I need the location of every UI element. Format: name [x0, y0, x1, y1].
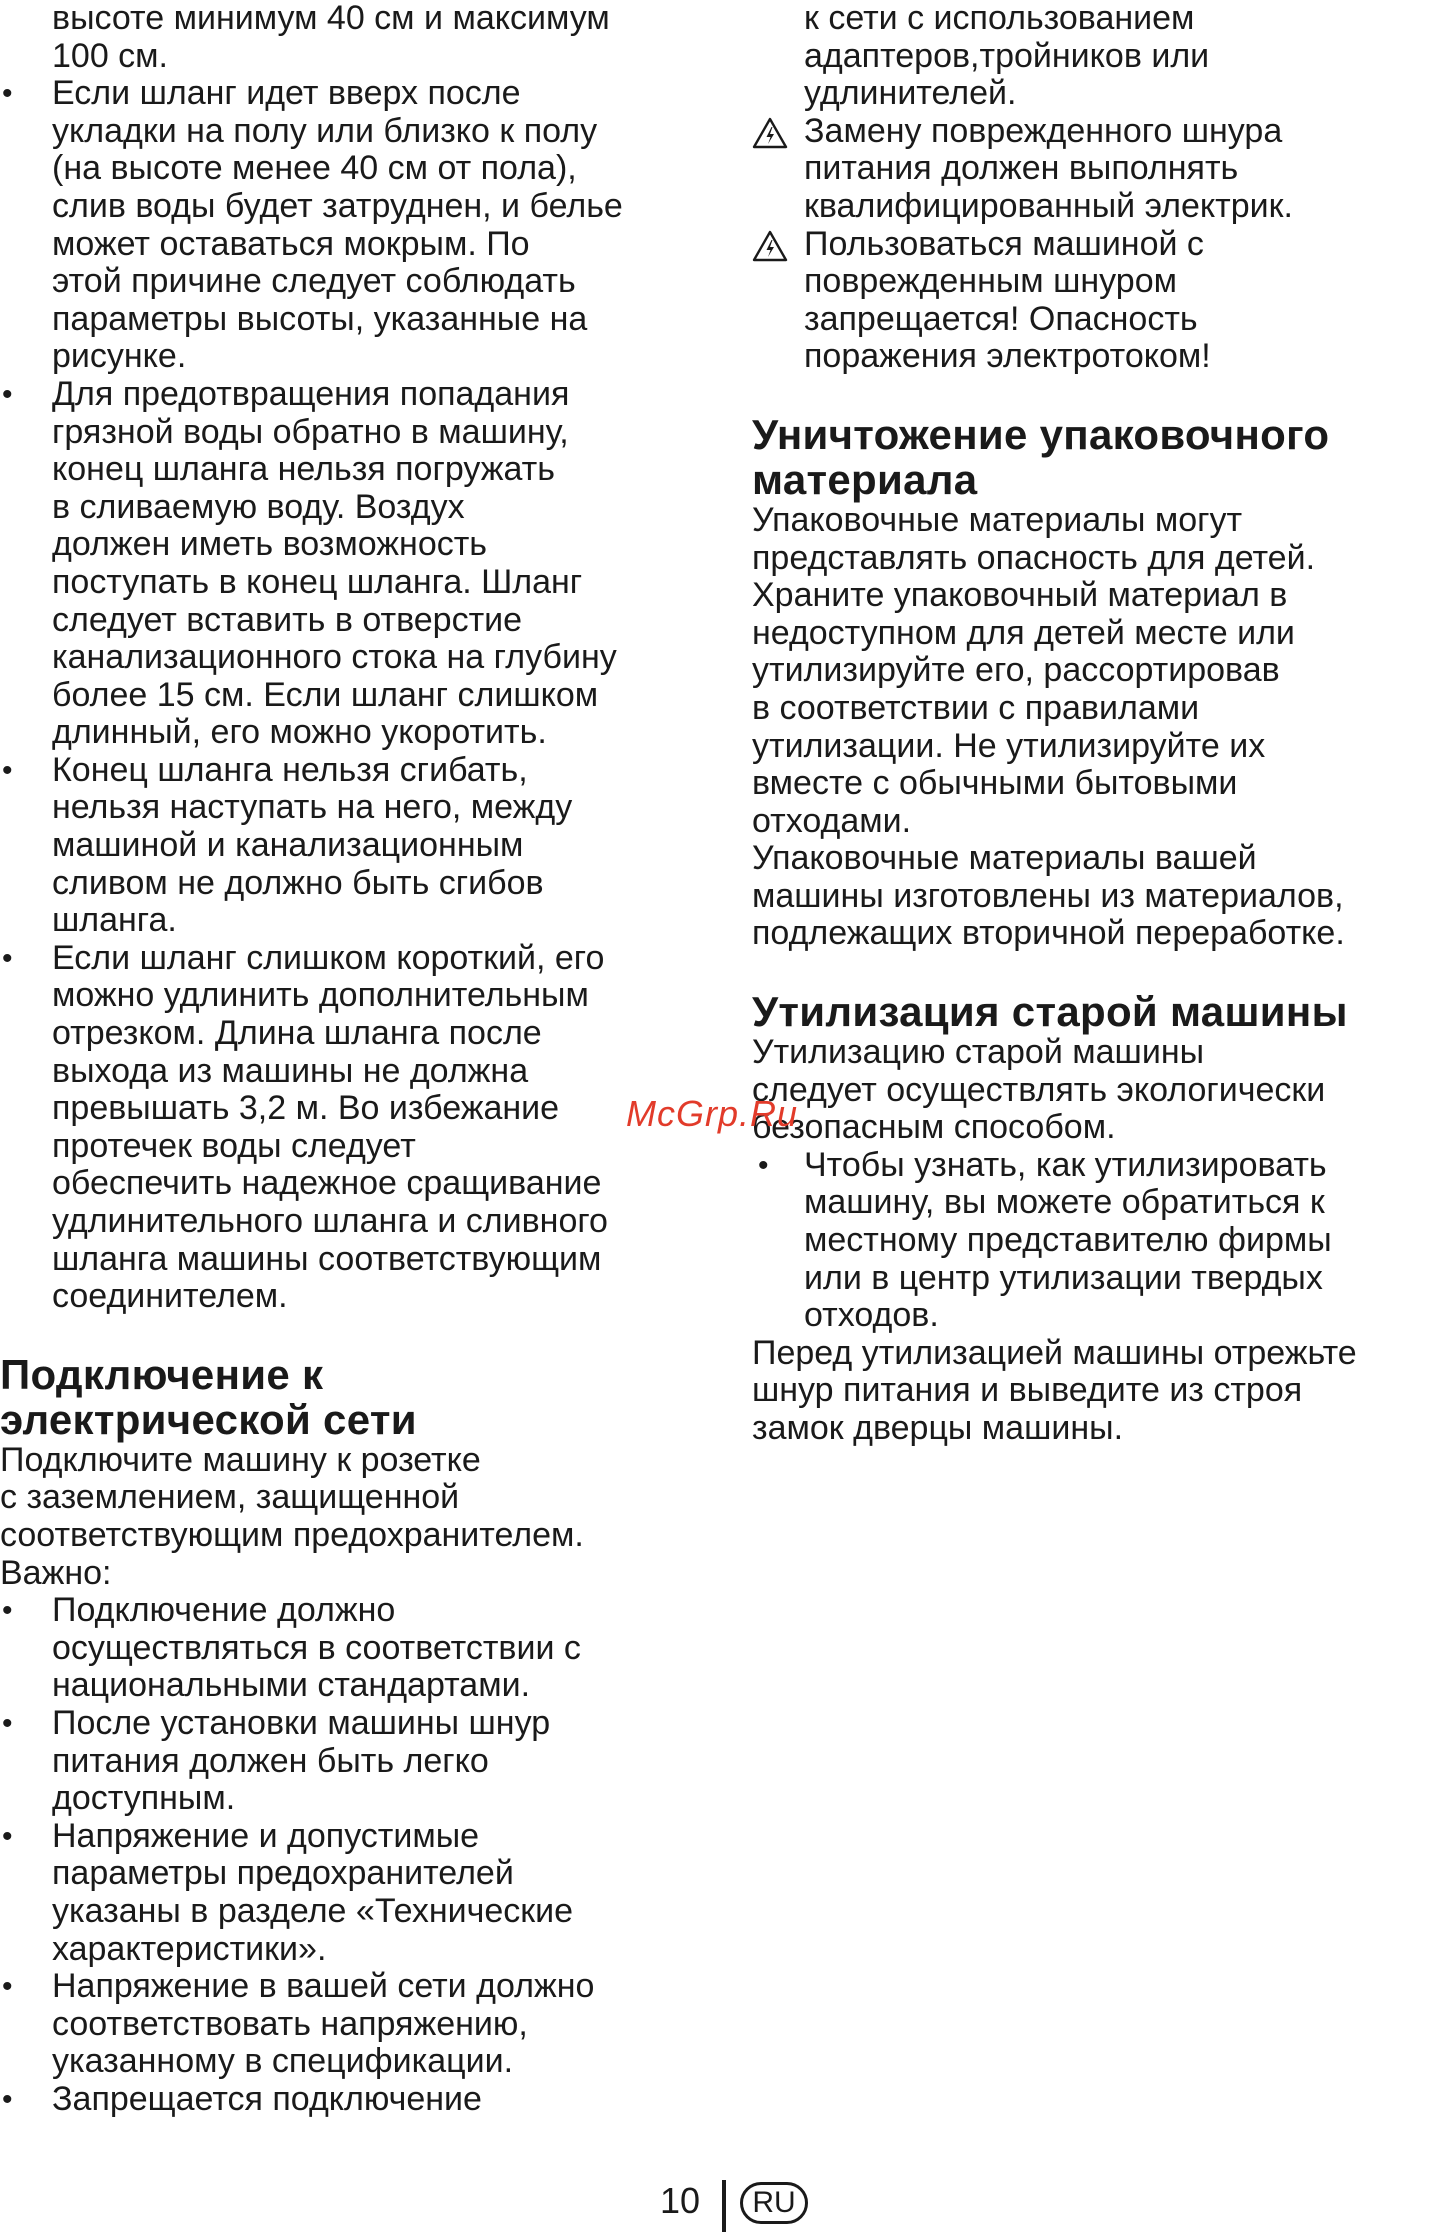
- text-line: квалифицированный электрик.: [804, 186, 1293, 225]
- text-line: утилизации. Не утилизируйте их: [752, 726, 1266, 765]
- text-line: длинный, его можно укоротить.: [52, 713, 547, 752]
- text-line: укладки на полу или близко к полу: [52, 111, 598, 150]
- text-line: адаптеров,тройников или: [804, 36, 1210, 75]
- text-line: протечек воды следует: [52, 1126, 416, 1165]
- text-line: Напряжение и допустимые: [52, 1816, 480, 1855]
- list-item: [0, 752, 700, 940]
- text-line: отходами.: [752, 801, 912, 840]
- right-column: [752, 0, 1440, 1448]
- warning-item: [752, 226, 1440, 376]
- text-line: указаны в разделе «Технические: [52, 1891, 574, 1930]
- text-line: Конец шланга нельзя сгибать,: [52, 750, 528, 789]
- heading-line: материала: [752, 455, 978, 503]
- text-line: осуществляться в соответствии с: [52, 1628, 581, 1667]
- text-line: вместе с обычными бытовыми: [752, 764, 1238, 803]
- warning-item: [752, 113, 1440, 226]
- bullet-icon: •: [2, 77, 13, 111]
- list-item: [752, 1147, 1440, 1335]
- bullet-icon: •: [758, 1148, 769, 1182]
- text-line: запрещается! Опасность: [804, 299, 1198, 338]
- text-line: Перед утилизацией машины отрежьте: [752, 1333, 1357, 1372]
- text-line: (на высоте менее 40 см от пола),: [52, 149, 577, 188]
- list-item: [0, 1818, 700, 1968]
- text-line: соответствующим предохранителем.: [0, 1515, 584, 1554]
- text-line: шнур питания и выведите из строя: [752, 1371, 1303, 1410]
- section-heading-disposal: [752, 989, 1440, 1034]
- text-line: может оставаться мокрым. По: [52, 224, 530, 263]
- text-line: поврежденным шнуром: [804, 262, 1177, 301]
- disposal-outro: [752, 1335, 1440, 1448]
- text-line: Пользоваться машиной с: [804, 224, 1204, 263]
- bullet-icon: •: [2, 1819, 13, 1853]
- heading-line: электрической сети: [0, 1395, 417, 1443]
- packaging-text: [752, 502, 1440, 953]
- bullet-icon: •: [2, 941, 13, 975]
- text-line: слив воды будет затруднен, и белье: [52, 186, 623, 225]
- left-column: [0, 0, 700, 2118]
- text-line: После установки машины шнур: [52, 1703, 551, 1742]
- text-line: местному представителю фирмы: [804, 1221, 1332, 1260]
- section-heading-packaging: [752, 412, 1440, 502]
- text-line: сливом не должно быть сгибов: [52, 863, 544, 902]
- text-line: шланга машины соответствующим: [52, 1239, 602, 1278]
- text-line: недоступном для детей месте или: [752, 613, 1295, 652]
- text-line: машину, вы можете обратиться к: [804, 1183, 1325, 1222]
- text-line: рисунке.: [52, 337, 187, 376]
- text-line: отходов.: [804, 1296, 939, 1335]
- text-line: удлинительного шланга и сливного: [52, 1202, 608, 1240]
- bullet-icon: •: [2, 1594, 13, 1628]
- text-line: грязной воды обратно в машину,: [52, 412, 569, 451]
- bullet-icon: •: [2, 377, 13, 411]
- list-item: [0, 940, 700, 1316]
- text-line: Храните упаковочный материал в: [752, 576, 1288, 615]
- heading-line: Уничтожение упаковочного: [752, 410, 1330, 458]
- list-item: [0, 75, 700, 376]
- text-line: Запрещается подключение: [52, 2079, 482, 2118]
- text-line: более 15 см. Если шланг слишком: [52, 675, 599, 714]
- text-line: обеспечить надежное сращивание: [52, 1164, 602, 1203]
- list-item: [0, 1968, 700, 2081]
- bullet-icon: •: [2, 1970, 13, 2004]
- list-item: [0, 1705, 700, 1818]
- disposal-intro: [752, 1034, 1440, 1147]
- text-line: Важно:: [0, 1553, 112, 1592]
- page-footer: [0, 2180, 1440, 2230]
- section-heading-electric: [0, 1352, 700, 1442]
- electric-intro: [0, 1442, 700, 1592]
- continued-text: [752, 0, 1440, 113]
- warning-triangle-icon: [752, 230, 788, 262]
- bullet-icon: •: [2, 1706, 13, 1740]
- text-line: шланга.: [52, 901, 177, 940]
- text-line: удлинителей.: [804, 74, 1017, 113]
- footer-divider: [722, 2180, 726, 2232]
- text-line: указанному в спецификации.: [52, 2042, 514, 2081]
- bullet-icon: •: [2, 753, 13, 787]
- text-line: с заземлением, защищенной: [0, 1478, 460, 1517]
- text-line: поступать в конец шланга. Шланг: [52, 562, 583, 601]
- text-line: представлять опасность для детей.: [752, 538, 1316, 577]
- watermark-text: McGrp.Ru: [626, 1093, 799, 1134]
- text-line: безопасным способом.: [752, 1108, 1116, 1147]
- text-line: в соответствии с правилами: [752, 688, 1200, 727]
- text-line: Замену поврежденного шнура: [804, 111, 1283, 150]
- text-line: Если шланг слишком короткий, его: [52, 938, 605, 977]
- warning-triangle-icon: [752, 117, 788, 149]
- text-line: Если шланг идет вверх после: [52, 74, 521, 113]
- text-line: отрезком. Длина шланга после: [52, 1014, 542, 1053]
- text-line: характеристики».: [52, 1929, 327, 1968]
- text-line: доступным.: [52, 1779, 236, 1818]
- heading-line: Утилизация старой машины: [752, 988, 1348, 1036]
- text-line: замок дверцы машины.: [752, 1409, 1124, 1447]
- text-line: можно удлинить дополнительным: [52, 976, 589, 1015]
- text-line: этой причине следует соблюдать: [52, 262, 576, 301]
- text-line: подлежащих вторичной переработке.: [752, 914, 1345, 953]
- text-line: канализационного стока на глубину: [52, 638, 617, 677]
- text-line: Упаковочные материалы могут: [752, 500, 1243, 539]
- text-line: Подключение должно: [52, 1591, 396, 1630]
- text-line: питания должен быть легко: [52, 1741, 489, 1780]
- text-line: нельзя наступать на него, между: [52, 788, 573, 827]
- text-line: высоте минимум 40 см и максимум: [52, 0, 610, 37]
- text-line: Чтобы узнать, как утилизировать: [804, 1145, 1327, 1184]
- text-line: утилизируйте его, рассортировав: [752, 651, 1280, 690]
- intro-continuation: [0, 0, 700, 75]
- text-line: национальными стандартами.: [52, 1666, 531, 1705]
- text-line: в сливаемую воду. Воздух: [52, 487, 465, 526]
- text-line: к сети с использованием: [804, 0, 1195, 37]
- text-line: машиной и канализационным: [52, 826, 524, 865]
- text-line: следует осуществлять экологически: [752, 1070, 1326, 1109]
- text-line: Утилизацию старой машины: [752, 1033, 1205, 1072]
- text-line: соединителем.: [52, 1277, 288, 1316]
- text-line: параметры высоты, указанные на: [52, 299, 588, 338]
- language-badge: RU: [740, 2182, 808, 2224]
- text-line: поражения электротоком!: [804, 337, 1211, 376]
- list-item: [0, 2081, 700, 2119]
- text-line: должен иметь возможность: [52, 525, 488, 564]
- text-line: Напряжение в вашей сети должно: [52, 1967, 595, 2006]
- text-line: конец шланга нельзя погружать: [52, 450, 555, 489]
- page-number: 10: [660, 2180, 701, 2221]
- list-item: [0, 376, 700, 752]
- text-line: питания должен выполнять: [804, 149, 1239, 188]
- bullet-icon: •: [2, 2082, 13, 2116]
- heading-line: Подключение к: [0, 1350, 324, 1398]
- text-line: превышать 3,2 м. Во избежание: [52, 1089, 560, 1128]
- text-line: соответствовать напряжению,: [52, 2004, 528, 2043]
- list-item: [0, 1592, 700, 1705]
- text-line: Для предотвращения попадания: [52, 374, 570, 413]
- text-line: машины изготовлены из материалов,: [752, 876, 1344, 915]
- text-line: или в центр утилизации твердых: [804, 1258, 1323, 1297]
- text-line: выхода из машины не должна: [52, 1051, 529, 1090]
- text-line: 100 см.: [52, 36, 168, 75]
- text-line: следует вставить в отверстие: [52, 600, 523, 639]
- text-line: параметры предохранителей: [52, 1854, 514, 1893]
- text-line: Упаковочные материалы вашей: [752, 839, 1257, 878]
- text-line: Подключите машину к розетке: [0, 1440, 481, 1479]
